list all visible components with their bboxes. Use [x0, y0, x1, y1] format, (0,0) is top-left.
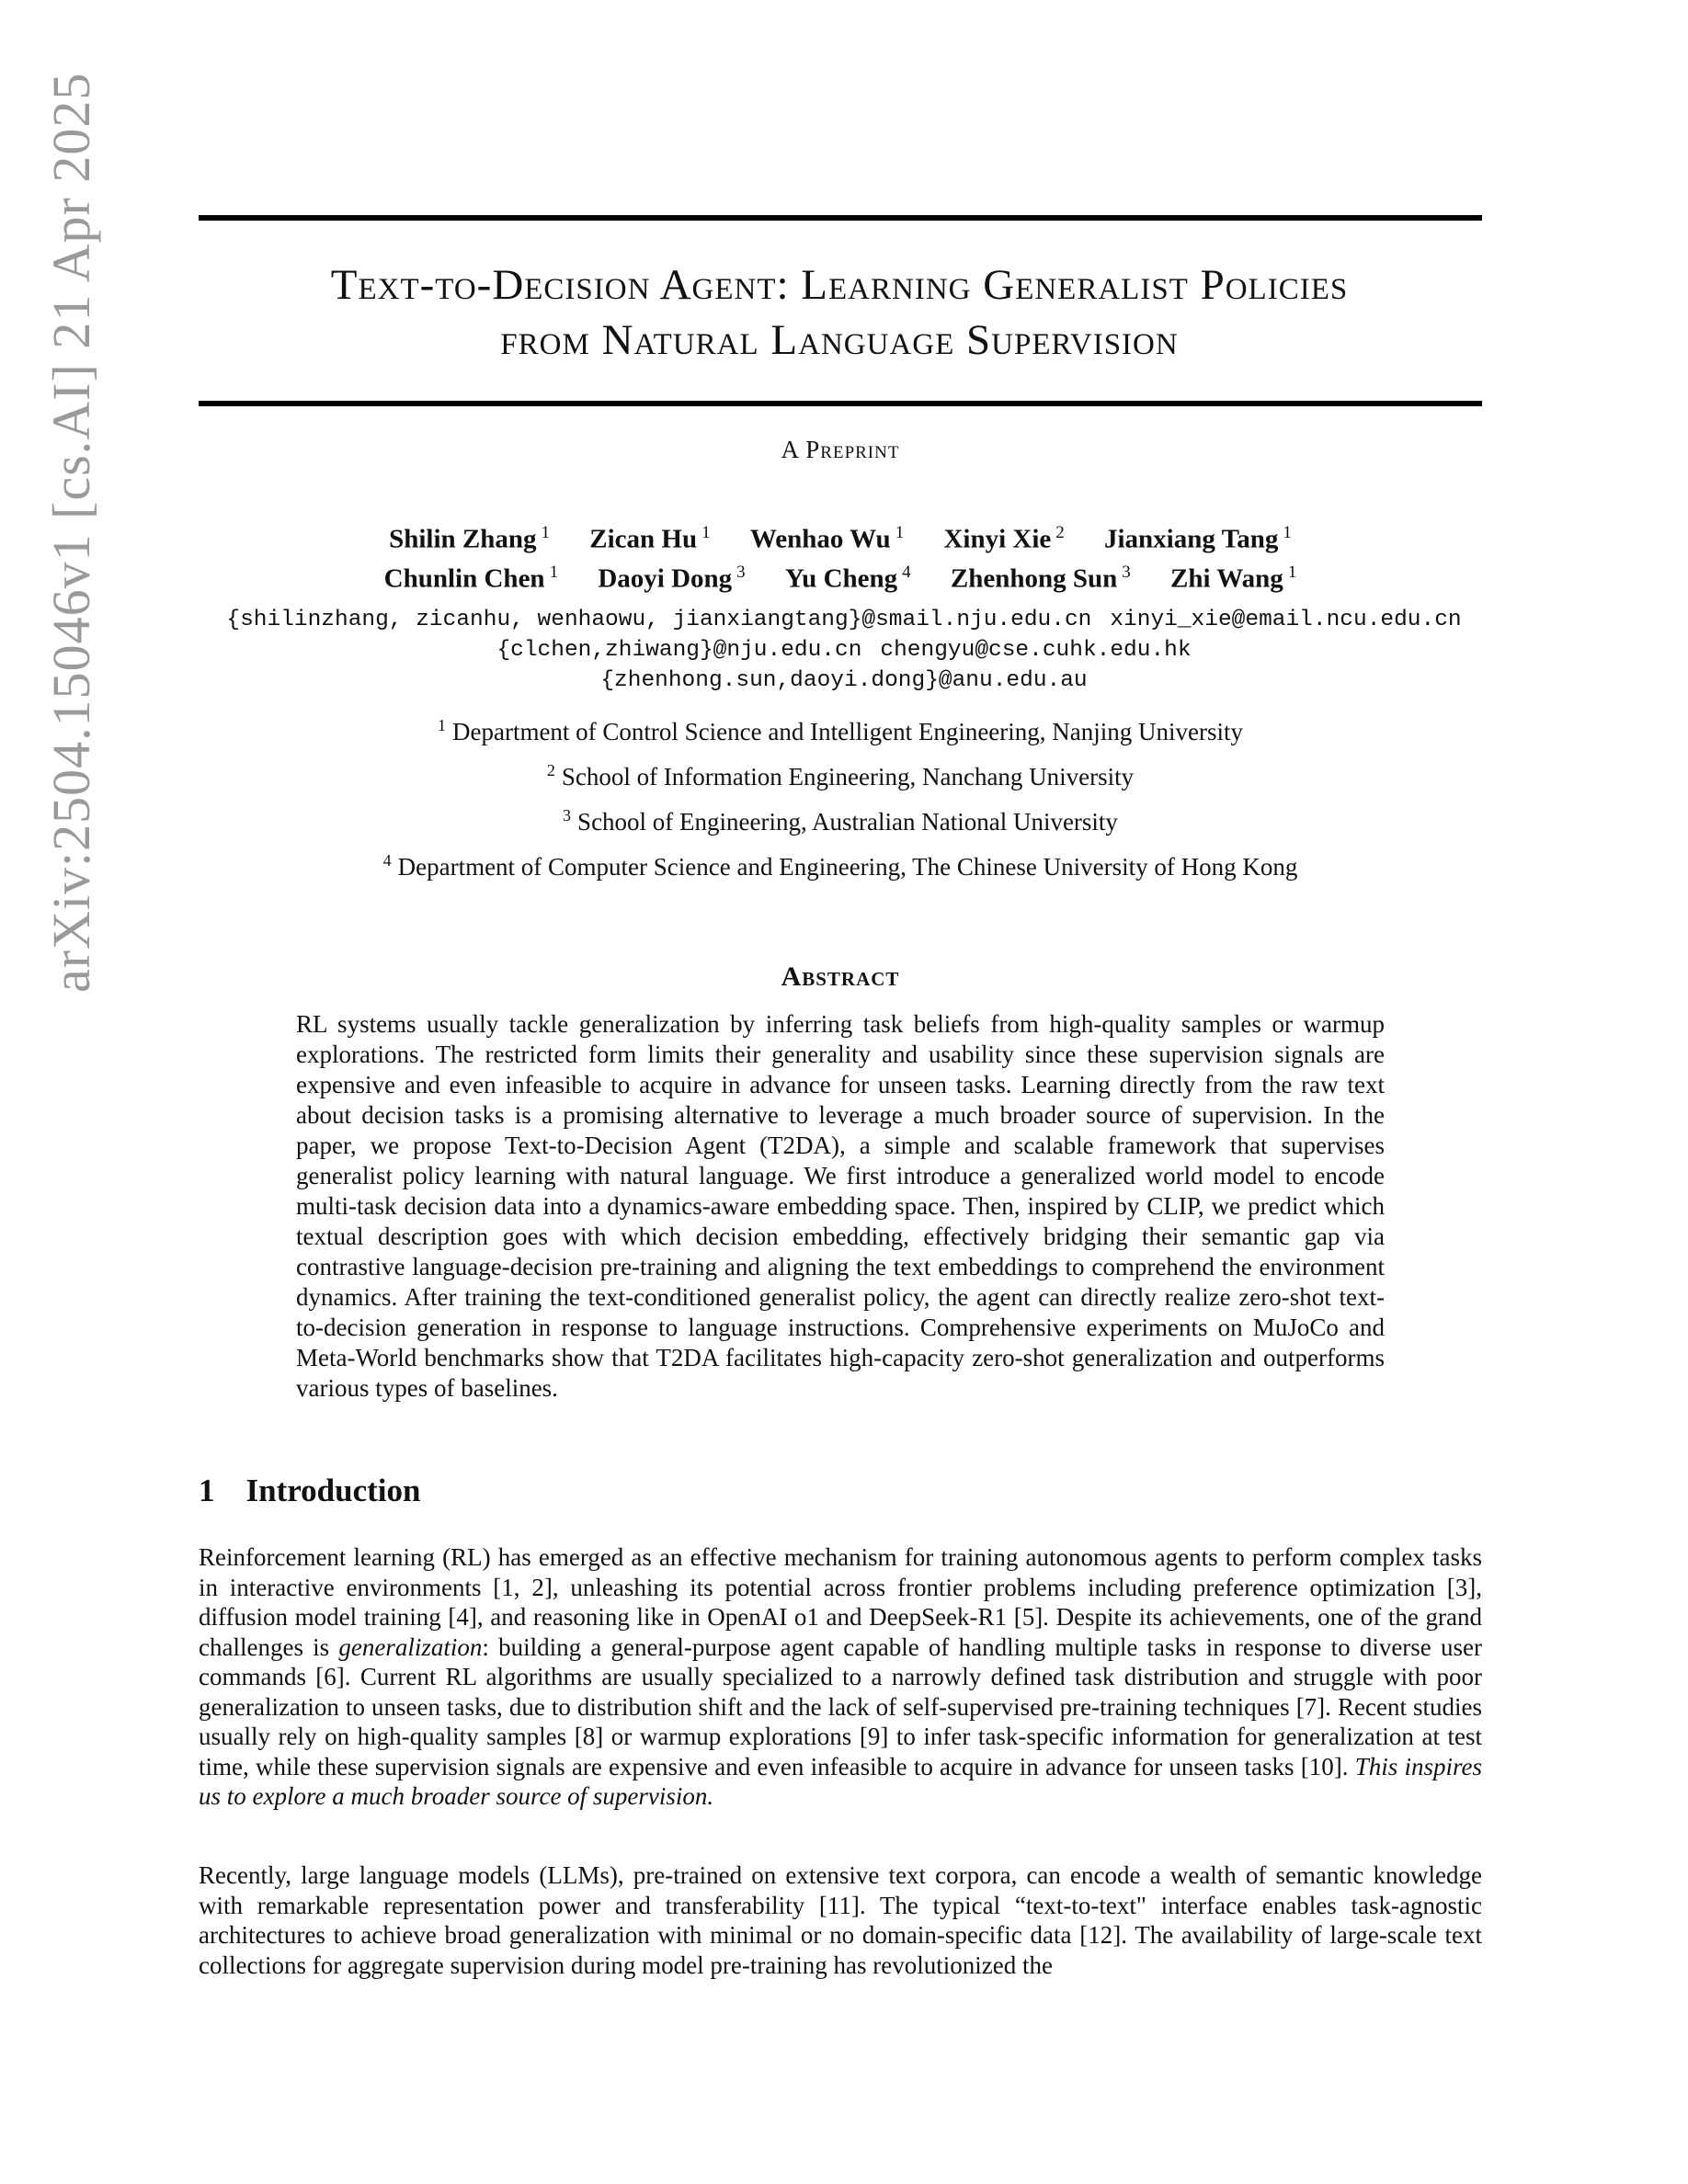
abstract-heading: Abstract: [781, 961, 900, 992]
preprint-label: A Preprint: [781, 436, 900, 463]
email-block: [165, 605, 1523, 696]
title-rule-bottom: [199, 401, 1482, 406]
author-line-1: [199, 517, 1482, 556]
affiliation-list: [199, 706, 1482, 886]
affiliation: $^3$ School of Engineering, Australian National University: [563, 806, 1118, 836]
author-line-2: [199, 556, 1482, 596]
section-title: Introduction: [245, 1473, 421, 1508]
author: Jianxiang Tang $^1$: [1104, 523, 1292, 554]
section-number: 1: [199, 1473, 215, 1508]
arxiv-identifier: arXiv:2504.15046v1 [cs.AI] 21 Apr 2025: [41, 72, 101, 993]
email-line-3: [165, 665, 1523, 696]
author: Chunlin Chen $^1$: [383, 562, 559, 594]
affiliation: $^2$ School of Information Engineering, Nanchang University: [546, 761, 1135, 791]
email-text[interactable]: {clchen,zhiwang}@nju.edu.cn: [496, 638, 862, 663]
email-line-1: [165, 605, 1523, 635]
author: Daoyi Dong $^3$: [598, 562, 746, 594]
email-text[interactable]: {zhenhong.sun,daoyi.dong}@anu.edu.au: [600, 668, 1088, 693]
intro-paragraph-2: Recently, large language models (LLMs), pre-trained on extensive text corpora, can encode a wealth of semantic knowledge with remarkable representation power and transferability [11]. The typical “text-to-text" interface enables task-agnostic architectures to achieve broad generalization with minimal or no domain-specific data [12]. The availability of large-scale text collections for aggregate supervision during model pre-training has revolutionized the: [199, 1861, 1482, 1979]
emphasis-generalization: generalization: [338, 1632, 483, 1661]
title-line-1: Text-to-Decision Agent: Learning Generalist Policies: [330, 261, 1349, 309]
email-text[interactable]: {shilinzhang, zicanhu, wenhaowu, jianxiangtang}@smail.nju.edu.cn: [226, 608, 1092, 632]
author: Zhi Wang $^1$: [1170, 562, 1297, 594]
author: Wenhao Wu $^1$: [749, 523, 905, 554]
author: Shilin Zhang $^1$: [389, 523, 550, 554]
email-text[interactable]: chengyu@cse.cuhk.edu.hk: [880, 638, 1192, 663]
email-line-2: [165, 635, 1523, 665]
emphasis-broader-supervision: This inspires us to explore a much broader source of supervision.: [199, 1752, 1482, 1810]
abstract-text: [296, 1009, 1385, 1404]
paper-title: [175, 257, 1504, 368]
affiliation: $^1$ Department of Control Science and Intelligent Engineering, Nanjing University: [437, 716, 1244, 745]
abstract-paragraph: RL systems usually tackle generalization by inferring task beliefs from high-quality samples or warmup explorations. The restricted form limits their generality and usability since these supervision signals are expensive and even infeasible to acquire in advance for unseen tasks. Learning directly from the raw text about decision tasks is a promising alternative to leverage a much broader source of supervision. In the paper, we propose Text-to-Decision Agent (T2DA), a simple and scalable framework that supervises generalist policy learning with natural language. We first introduce a generalized world model to encode multi-task decision data into a dynamics-aware embedding space. Then, inspired by CLIP, we predict which textual description goes with which decision embedding, effectively bridging their semantic gap via contrastive language-decision pre-training and aligning the text embeddings to comprehend the environment dynamics. After training the text-conditioned generalist policy, the agent can directly realize zero-shot text-to-decision generation in response to language instructions. Comprehensive experiments on MuJoCo and Meta-World benchmarks show that T2DA facilitates high-capacity zero-shot generalization and outperforms various types of baselines.: [296, 1010, 1385, 1402]
title-line-2: from Natural Language Supervision: [500, 316, 1179, 364]
intro-paragraph-1: Reinforcement learning (RL) has emerged as an effective mechanism for training autonomous agents to perform complex tasks in interactive environments [1, 2], unleashing its potential across frontier problems including preference optimization [3], diffusion model training [4], and reasoning like in OpenAI o1 and DeepSeek-R1 [5]. Despite its achievements, one of the grand challenges is generalization: building a general-purpose agent capable of handling multiple tasks in response to diverse user commands [6]. Current RL algorithms are usually specialized to a narrowly defined task distribution and struggle with poor generalization to unseen tasks, due to distribution shift and the lack of self-supervised pre-training techniques [7]. Recent studies usually rely on high-quality samples [8] or warmup explorations [9] to infer task-specific information for generalization at test time, while these supervision signals are expensive and even infeasible to acquire in advance for unseen tasks [10]. This inspires us to explore a much broader source of supervision.: [199, 1543, 1482, 1810]
author: Yu Cheng $^4$: [784, 562, 911, 594]
author: Xinyi Xie $^2$: [943, 523, 1065, 554]
author: Zican Hu $^1$: [589, 523, 711, 554]
email-text[interactable]: xinyi_xie@email.ncu.edu.cn: [1110, 608, 1462, 632]
author: Zhenhong Sun $^3$: [950, 562, 1131, 594]
title-rule-top: [199, 215, 1482, 221]
affiliation: $^4$ Department of Computer Science and Engineering, The Chinese University of Hong Kong: [382, 851, 1298, 881]
section-heading-introduction: [199, 1473, 420, 1509]
author-list: [199, 517, 1482, 595]
